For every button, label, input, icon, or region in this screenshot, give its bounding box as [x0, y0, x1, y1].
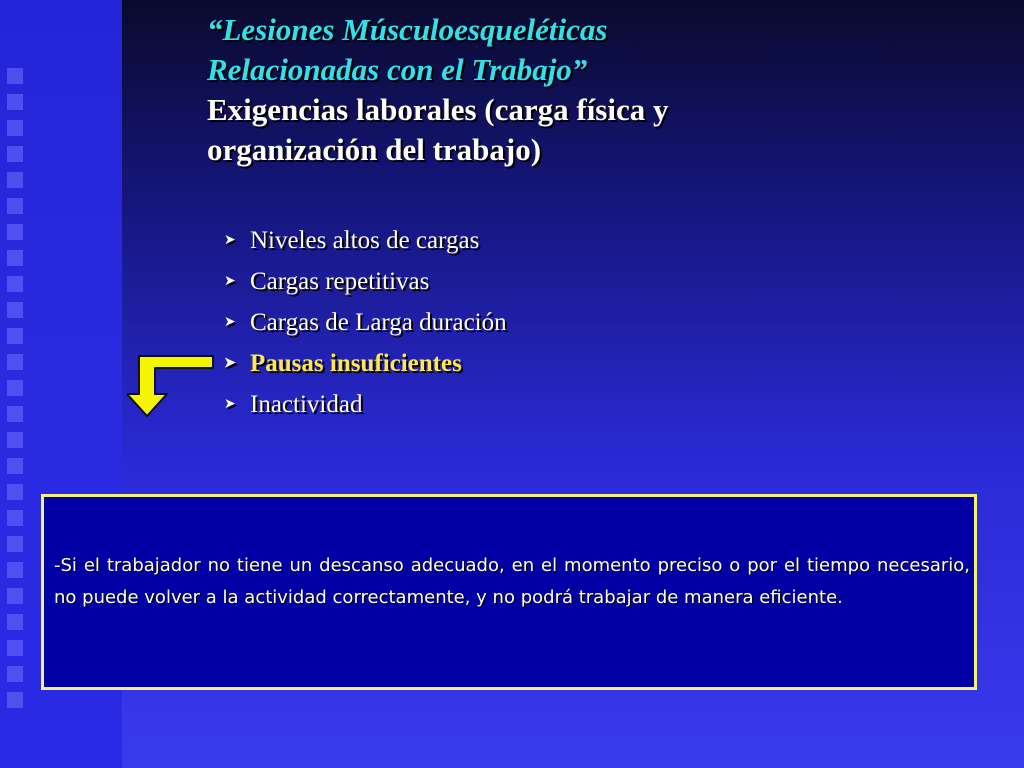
bullet-label: Inactividad: [250, 391, 363, 418]
bullet-item: [224, 220, 507, 261]
chevron-right-icon: ➤: [224, 315, 236, 330]
chevron-right-icon: ➤: [224, 233, 236, 248]
bullet-label: Cargas repetitivas: [250, 268, 430, 295]
bullet-item-highlighted: [224, 343, 507, 384]
bullet-item: [224, 384, 507, 425]
decor-squares: [7, 40, 27, 740]
bullet-list: [224, 220, 507, 425]
slide-title-line-2: Relacionadas con el Trabajo”: [207, 52, 588, 87]
bullet-label: Niveles altos de cargas: [250, 227, 480, 254]
bullet-label: Cargas de Larga duración: [250, 309, 507, 336]
note-text: -Si el trabajador no tiene un descanso adecuado, en el momento preciso o por el tiempo necesario, no puede volver a la actividad correctamente, y no podrá trabajar de manera eficiente.: [54, 555, 970, 608]
bent-arrow-down-icon: [127, 354, 217, 420]
bullet-item: [224, 261, 507, 302]
bullet-item: [224, 302, 507, 343]
slide-subtitle-line-2: organización del trabajo): [207, 132, 542, 167]
slide-title-line-1: “Lesiones Músculoesqueléticas: [207, 12, 608, 47]
chevron-right-icon: ➤: [224, 397, 236, 412]
chevron-right-icon: ➤: [224, 274, 236, 289]
bullet-label: Pausas insuficientes: [250, 350, 462, 377]
slide-title-block: [207, 10, 967, 170]
slide-subtitle-line-1: Exigencias laborales (carga física y: [207, 92, 669, 127]
note-box: [41, 494, 977, 690]
chevron-right-icon: ➤: [224, 356, 236, 371]
